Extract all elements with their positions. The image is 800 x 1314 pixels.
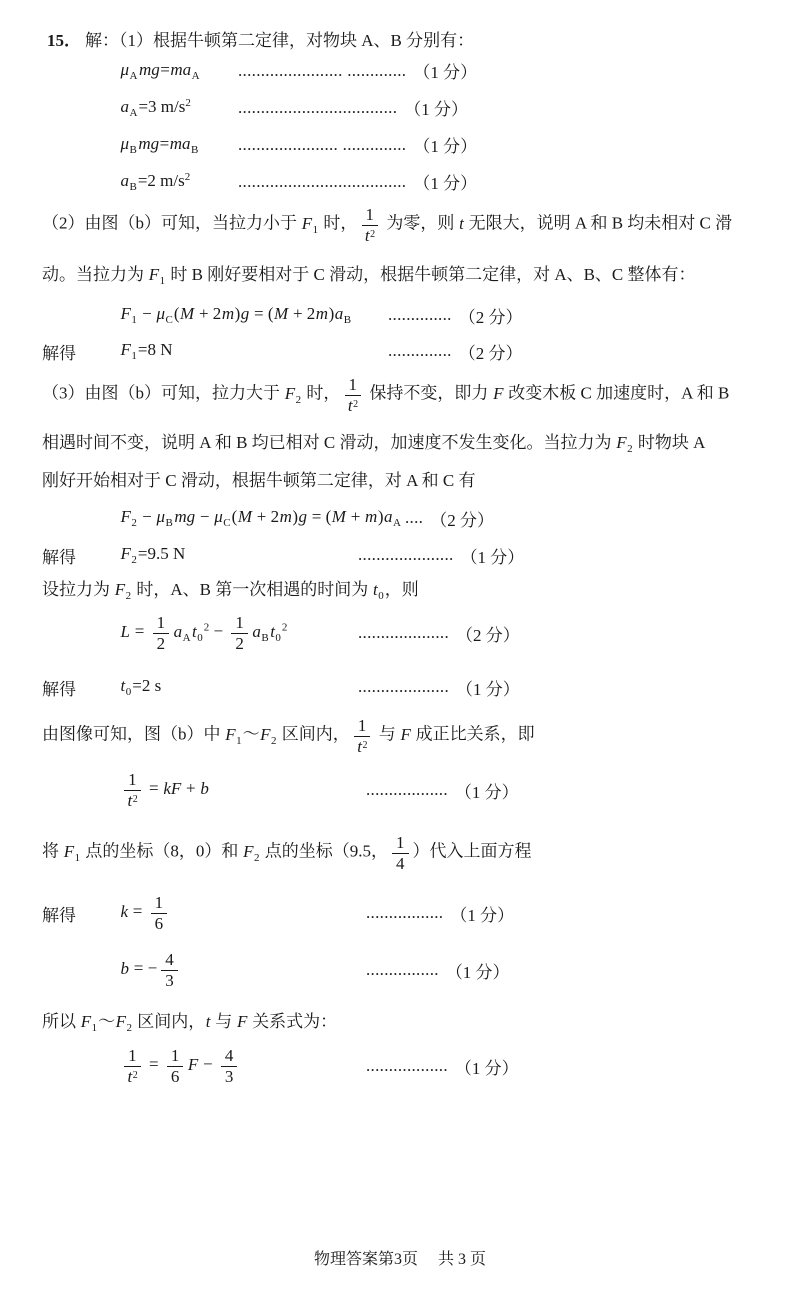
score-label: （1 分） [404, 100, 468, 119]
dots-leader: ..................... [358, 545, 454, 564]
paragraph-line [42, 368, 772, 422]
paragraph-text: （2）由图（b）可知，当拉力小于 $F_1$ 时， $\frac{1}{t^2}$ 为零，则 t 无限大，说明 A 和 B 均未相对 C 滑 [42, 205, 733, 245]
score-label: （1 分） [413, 174, 478, 193]
equation: $F_2=9.5$ N [120, 544, 186, 566]
paragraph-line [42, 422, 772, 460]
dots-leader: .................. [366, 780, 448, 799]
equation: $\frac{1}{t^2}$ = $\frac{1}{6}$ F − $\frac{4}{3}$ [120, 1046, 366, 1085]
score-label: （1 分） [413, 63, 478, 82]
equation: $a_B=2$ $m/s^2$ [120, 170, 191, 193]
solution-row [42, 334, 772, 368]
score-label: （2 分） [458, 307, 523, 327]
dots-leader: .............. [388, 305, 452, 324]
paragraph-text: 刚好开始相对于 C 滑动，根据牛顿第二定律，对 A 和 C 有 [42, 470, 476, 490]
equation-row [42, 942, 772, 998]
equation-row [42, 126, 772, 163]
equation: $a_A=3$ $m/s^2$ [120, 96, 191, 119]
dots-leader: ................. [366, 903, 444, 922]
score-label: （1 分） [413, 137, 478, 156]
equation: $\mu_Bmg=ma_B$ [120, 133, 199, 156]
score-label: （1 分） [454, 1058, 519, 1078]
dots-leader: .................... [358, 677, 449, 696]
paragraph-text: 动。当拉力为 $F_1$ 时 B 刚好要相对于 C 滑动，根据牛顿第二定律，对 A、B、C 整体有： [42, 264, 696, 287]
equation: L = $\frac{1}{2}$ $a_At_0^2$ − $\frac{1}{2}$ $a_Bt_0^2$ [120, 613, 288, 653]
equation-row [42, 758, 772, 822]
equation: $F_1 - \mu_C(M + 2m)g = (M + 2m)a_B$ [120, 304, 352, 326]
paragraph-text: 相遇时间不变，说明 A 和 B 均已相对 C 滑动，加速度不发生变化。当拉力为 $F_2$ 时物块 A [42, 432, 706, 455]
paragraph-text: 由图像可知，图（b）中 $F_1\sim F_2$ 区间内， $\frac{1}{t^2}$ 与 F 成正比关系，即 [42, 716, 535, 756]
solve-label: 解得 [42, 343, 76, 363]
equation-row [42, 496, 772, 540]
paragraph-text: 将 $F_1$ 点的坐标（8，0）和 $F_2$ 点的坐标（9.5， $\frac{1}{4}$ ）代入上面方程 [42, 833, 532, 873]
dots-leader: ....................... ............. [238, 60, 407, 80]
dots-leader: ................................... [238, 97, 398, 117]
solution-row [42, 660, 772, 714]
score-label: （2 分） [458, 343, 523, 363]
equation: $F_1=8$ N [120, 340, 173, 362]
equation: $F_2 - \mu_Bmg - \mu_C(M + 2m)g = (M + m)a_A$ [120, 507, 401, 529]
paragraph-text: 设拉力为 $F_2$ 时，A、B 第一次相遇的时间为 $t_0$，则 [42, 579, 419, 602]
dots-leader: .................. [366, 1056, 448, 1075]
dots-leader: ................ [366, 960, 439, 979]
equation-row [42, 1042, 772, 1090]
dots-leader: .... [405, 508, 424, 527]
dots-leader: ..................................... [238, 171, 407, 191]
equation: b = − $\frac{4}{3}$ [120, 950, 366, 989]
footer-total-pages: 共 3 页 [438, 1251, 487, 1268]
score-label: （1 分） [456, 679, 520, 699]
question-number: 15． [47, 30, 81, 50]
dots-leader: .............. [388, 341, 452, 360]
score-label: （1 分） [445, 962, 510, 982]
equation-row [42, 89, 772, 126]
dots-leader: ...................... .............. [238, 134, 407, 154]
paragraph-line [42, 200, 772, 250]
dots-leader: .................... [358, 623, 449, 642]
paragraph-text: （3）由图（b）可知，拉力大于 $F_2$ 时， $\frac{1}{t^2}$ 保持不变，即力 F 改变木板 C 加速度时，A 和 B [42, 375, 730, 415]
solve-label: 解得 [42, 547, 76, 567]
paragraph-text: 所以 $F_1\sim F_2$ 区间内，t 与 F 关系式为： [42, 1011, 338, 1034]
solve-label: 解得 [42, 905, 76, 925]
equation-row [42, 296, 772, 334]
paragraph-line [42, 250, 772, 296]
score-label: （1 分） [454, 782, 519, 802]
paragraph-line [42, 714, 772, 758]
score-label: （1 分） [450, 905, 515, 925]
equation-row [42, 606, 772, 660]
equation-row [42, 52, 772, 89]
equation-row [42, 163, 772, 200]
equation: $t_0=2$ s [120, 676, 162, 698]
equation: k = $\frac{1}{6}$ [120, 893, 366, 932]
score-label: （2 分） [430, 510, 494, 530]
page-footer [0, 1246, 800, 1269]
question-title [47, 24, 772, 52]
paragraph-line [42, 460, 772, 496]
equation: $\mu_Amg=ma_A$ [120, 59, 200, 82]
solution-row [42, 540, 772, 570]
score-label: （2 分） [456, 625, 520, 645]
paragraph-line [42, 998, 772, 1042]
solve-label: 解得 [42, 679, 76, 699]
score-label: （1 分） [460, 547, 525, 567]
footer-page-label: 物理答案第3页 [313, 1251, 418, 1268]
equation: $\frac{1}{t^2}$ = kF + b [120, 770, 366, 809]
question-title-text: 解：（1）根据牛顿第二定律，对物块 A、B 分别有： [85, 30, 475, 50]
paragraph-line [42, 822, 772, 884]
solution-row [42, 884, 772, 942]
paragraph-line [42, 570, 772, 606]
